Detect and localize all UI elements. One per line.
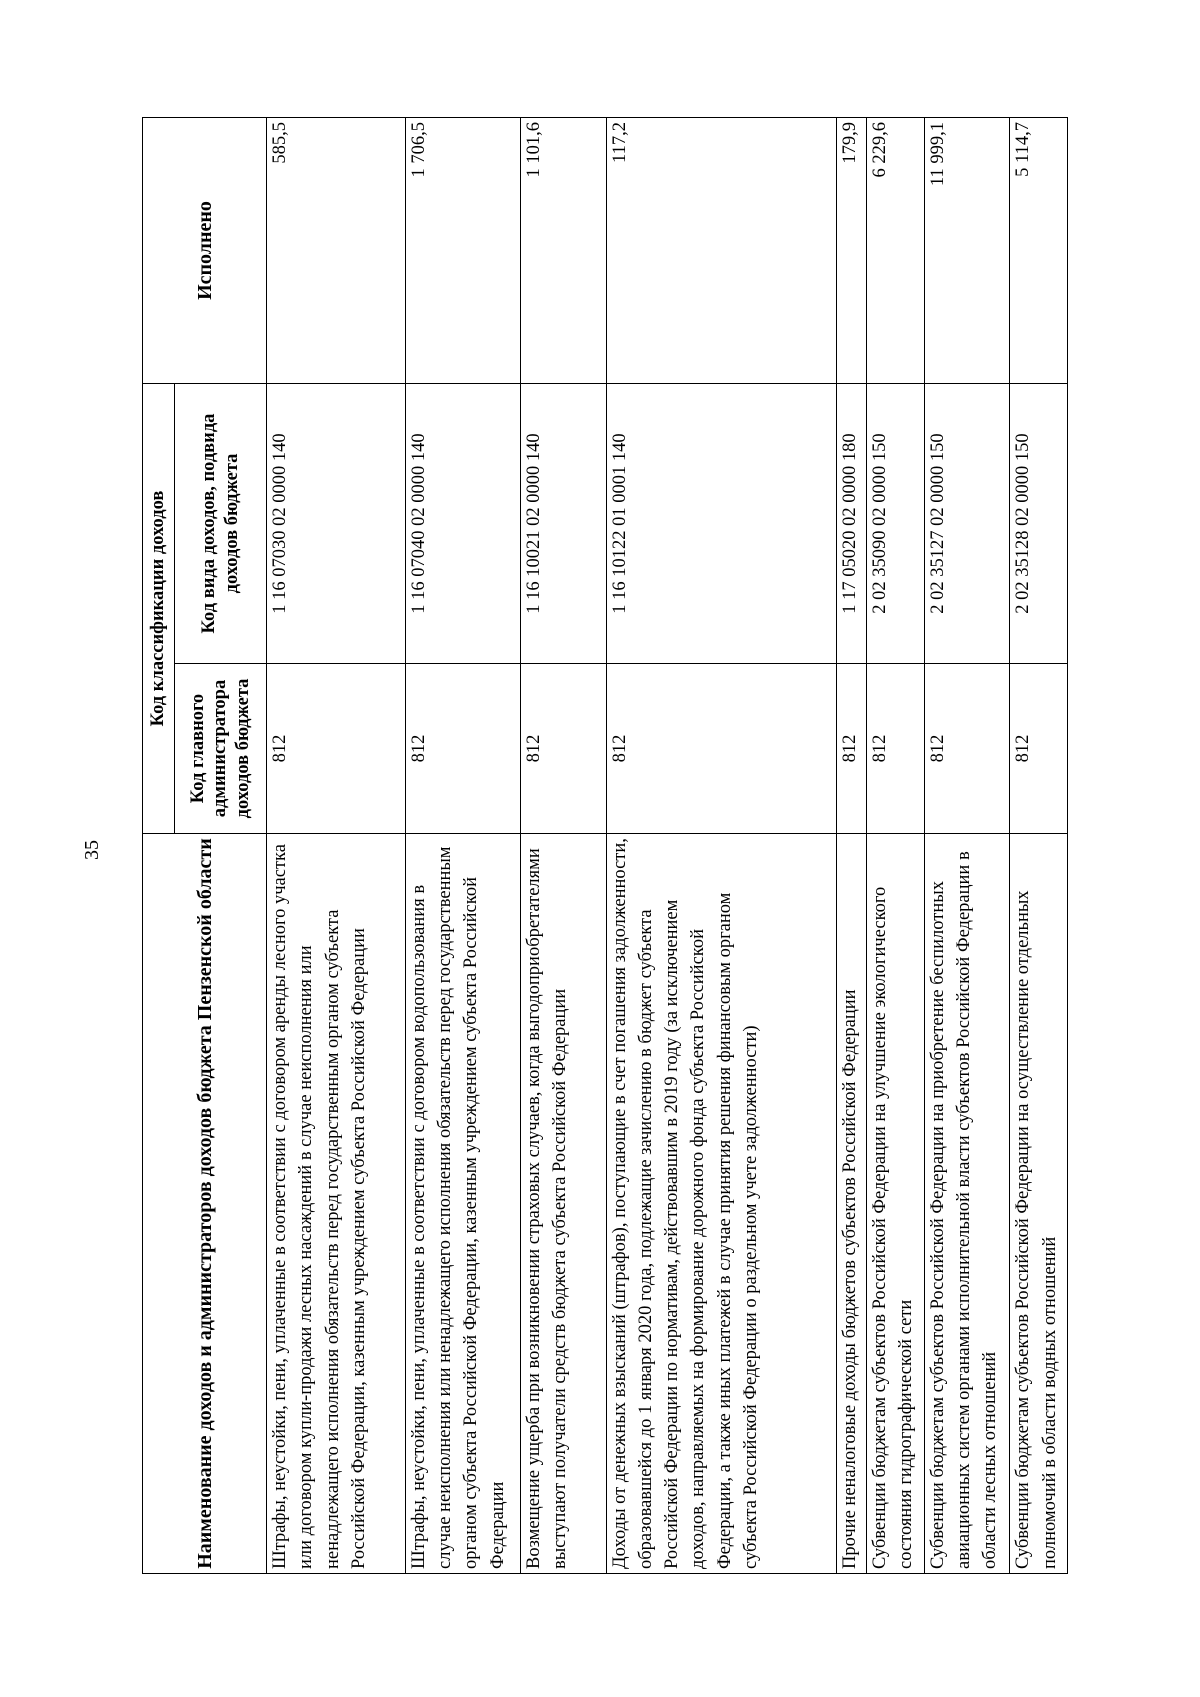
row-admin: 812: [837, 664, 867, 834]
row-name: Субвенции бюджетам субъектов Российской Федерации на осуществление отдельных полномочий в области водных отношений: [1010, 834, 1068, 1574]
row-code: 2 02 35127 02 0000 150: [924, 384, 1009, 664]
header-executed: Исполнено: [143, 118, 267, 384]
table-row: [405, 118, 520, 1574]
header-admin-code: Код главного администратора доходов бюджета: [175, 664, 267, 834]
row-amount: 5 114,7: [1010, 118, 1068, 384]
row-name: Штрафы, неустойки, пени, уплаченные в соответствии с договором водопользования в случае неисполнения или ненадлежащего исполнения обязательств перед государственным органом субъекта Российской Федерации, казенным учреждением субъекта Российской Федерации: [405, 834, 520, 1574]
row-name: Субвенции бюджетам субъектов Российской Федерации на приобретение беспилотных авиационных систем органами исполнительной власти субъектов Российской Федерации в области лесных отношений: [924, 834, 1009, 1574]
row-amount: 1 706,5: [405, 118, 520, 384]
row-code: 1 16 10021 02 0000 140: [521, 384, 606, 664]
row-code: 1 16 10122 01 0001 140: [606, 384, 837, 664]
header-classification: Код классификации доходов: [143, 384, 175, 834]
row-code: 2 02 35128 02 0000 150: [1010, 384, 1068, 664]
table-row: [267, 118, 406, 1574]
row-admin: 812: [1010, 664, 1068, 834]
table-row: [606, 118, 837, 1574]
header-row-1: [143, 118, 175, 1574]
table-row: [924, 118, 1009, 1574]
row-amount: 117,2: [606, 118, 837, 384]
row-code: 1 16 07040 02 0000 140: [405, 384, 520, 664]
row-admin: 812: [521, 664, 606, 834]
row-code: 2 02 35090 02 0000 150: [867, 384, 925, 664]
row-admin: 812: [267, 664, 406, 834]
header-name: Наименование доходов и администраторов доходов бюджета Пензенской области: [143, 834, 267, 1574]
row-name: Доходы от денежных взысканий (штрафов), поступающие в счет погашения задолженности, образовавшейся до 1 января 2020 года, подлежащие зачислению в бюджет субъекта Российской Федерации по нормативам, действовавшим в 2019 году (за исключением доходов, направляемых на формирование дорожного фонда субъекта Российской Федерации, а также иных платежей в случае принятия решения финансовым органом субъекта Российской Федерации о раздельном учете задолженности): [606, 834, 837, 1574]
table-row: [867, 118, 925, 1574]
table-row: [1010, 118, 1068, 1574]
row-name: Субвенции бюджетам субъектов Российской Федерации на улучшение экологического состояния гидрографической сети: [867, 834, 925, 1574]
row-admin: 812: [606, 664, 837, 834]
table-row: [837, 118, 867, 1574]
row-amount: 585,5: [267, 118, 406, 384]
row-name: Возмещение ущерба при возникновении страховых случаев, когда выгодоприобретателями выступают получатели средств бюджета субъекта Российской Федерации: [521, 834, 606, 1574]
revenue-table: [142, 117, 1068, 1574]
row-amount: 6 229,6: [867, 118, 925, 384]
row-amount: 179,9: [837, 118, 867, 384]
row-name: Штрафы, неустойки, пени, уплаченные в соответствии с договором аренды лесного участка или договором купли-продажи лесных насаждений в случае неисполнения или ненадлежащего исполнения обязательств перед государственным органом субъекта Российской Федерации, казенным учреждением субъекта Российской Федерации: [267, 834, 406, 1574]
header-kind-code: Код вида доходов, подвида доходов бюджета: [175, 384, 267, 664]
row-code: 1 17 05020 02 0000 180: [837, 384, 867, 664]
row-name: Прочие неналоговые доходы бюджетов субъектов Российской Федерации: [837, 834, 867, 1574]
row-code: 1 16 07030 02 0000 140: [267, 384, 406, 664]
rotated-table-wrapper: [142, 118, 1068, 1574]
table-row: [521, 118, 606, 1574]
row-amount: 11 999,1: [924, 118, 1009, 384]
row-admin: 812: [405, 664, 520, 834]
row-amount: 1 101,6: [521, 118, 606, 384]
row-admin: 812: [924, 664, 1009, 834]
row-admin: 812: [867, 664, 925, 834]
page-number: 35: [81, 840, 103, 860]
